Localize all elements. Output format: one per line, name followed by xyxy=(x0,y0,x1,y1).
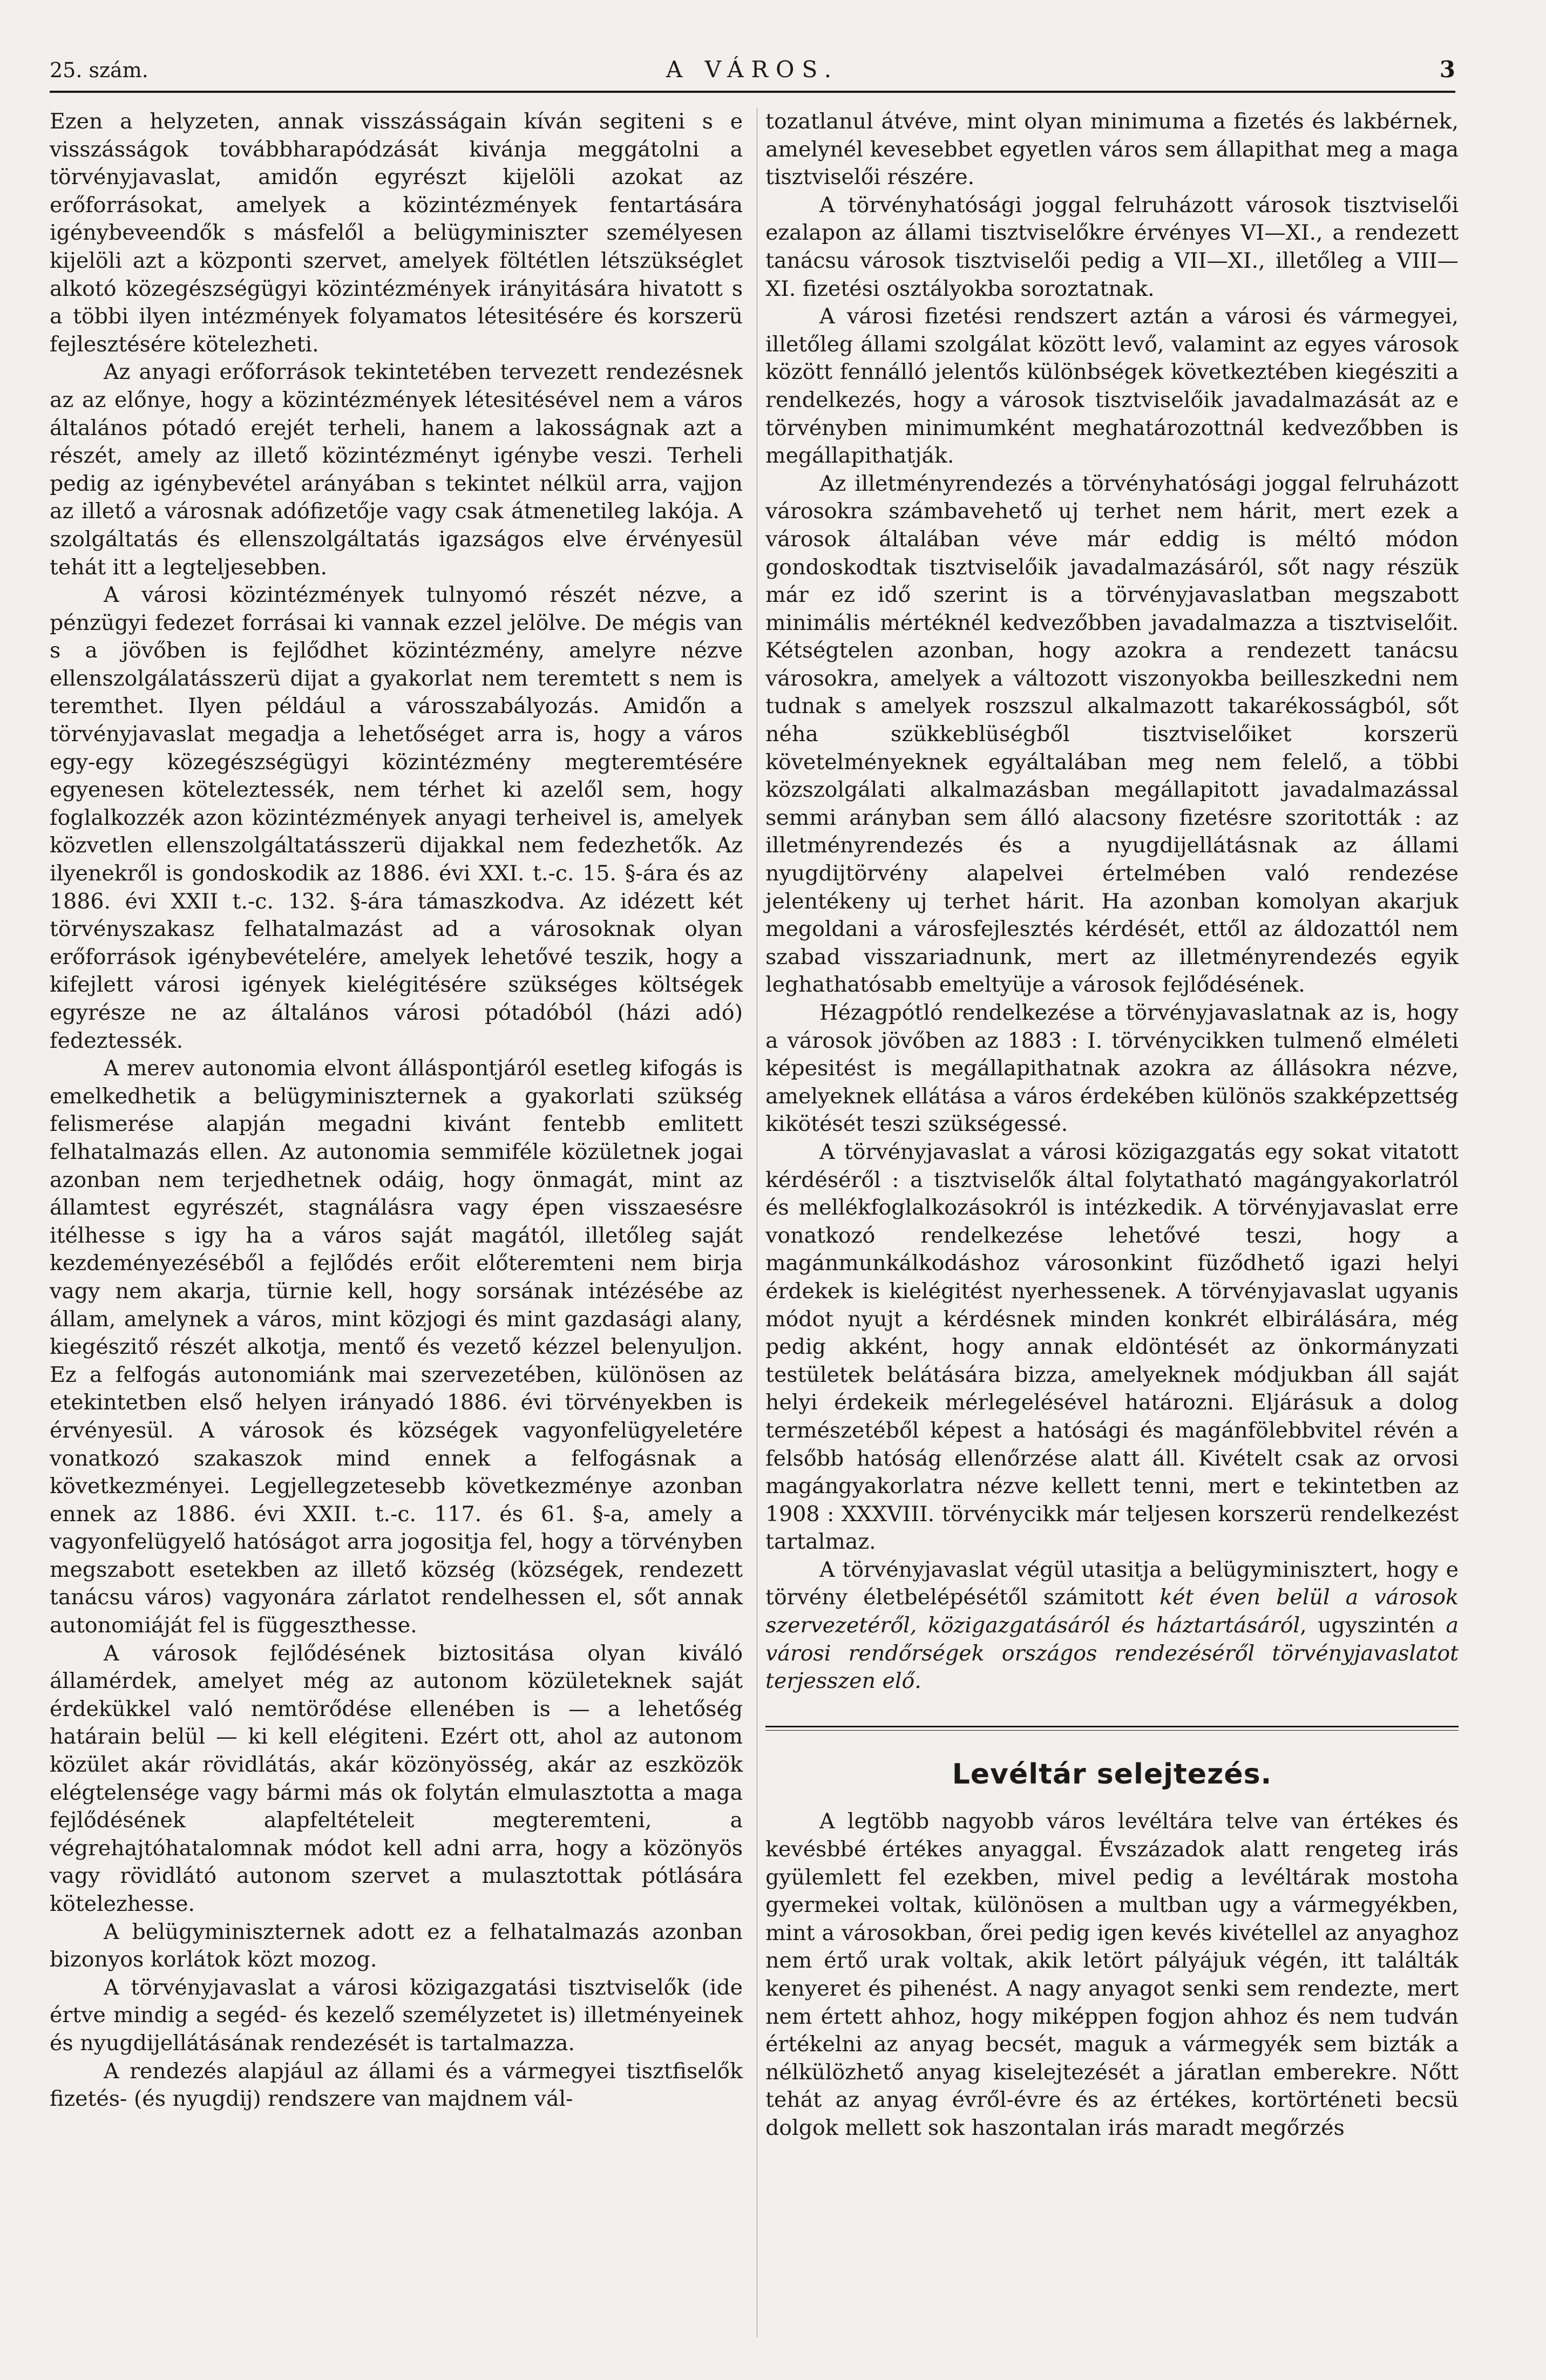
header-rule xyxy=(50,91,1455,93)
paragraph: A városi közintézmények tulnyomó részét nézve, a pénzügyi fedezet forrásai ki vannak ezzel jelölve. De mégis van s a jövőben is fejlődhet közintézmény, amelyre nézve ellenszolgálatásszerü dijat a gyakorlat nem teremtett s nem is teremthet. Ilyen például a városszabályozás. Amidőn a törvényjavaslat megadja a lehetőséget arra is, hogy a város egy-egy közegészségügyi közintézmény megteremtésére egyenesen köteleztessék, nem térhet ki azelől sem, hogy foglalkozzék azon közintézmények anyagi terheivel is, amelyek közvetlen ellenszolgáltatásszerü dijakkal nem fedezhetők. Az ilyenekről is gondoskodik az 1886. évi XXI. t.-c. 15. §-ára és az 1886. évi XXII t.-c. 132. §-ára támaszkodva. Az idézett két törvényszakasz felhatalmazást ad a városoknak olyan erőforrások igénybevételére, amelyek lehetővé teszik, hogy a kifejlett városi igények kielégitésére szükséges költségek egyrésze ne az általános városi pótadóból (házi adó) fedeztessék. xyxy=(50,582,743,1053)
paragraph: A törvényjavaslat a városi közigazgatási tisztviselők (ide értve mindig a segéd- és kezelő személyzetet is) illetményeinek és nyugdijellátásának rendezését is tartalmazza. xyxy=(50,1975,743,2056)
section-separator xyxy=(765,1726,1459,1731)
final-emphasis-2: a városi rendőrségek országos rendezéséről törvényjavaslatot terjesszen elő. xyxy=(765,1613,1459,1694)
page-header xyxy=(50,53,1455,89)
paragraph: Hézagpótló rendelkezése a törvényjavaslatnak az is, hogy a városok jövőben az 1883 : I. törvénycikken tulmenő elméleti képesitést is megállapithatnak azokra az állásokra nézve, amelyeknek ellátása a város érdekében különös szakképzettség kikötését teszi szükségessé. xyxy=(765,1000,1459,1137)
paragraph: A városi fizetési rendszert aztán a városi és vármegyei, illetőleg állami szolgálat között levő, valamint az egyes városok között fennálló jelentős különbségek következtében kiegésziti a rendelkezés, hogy a városok tisztviselőik javadalmazását az e törvényben minimumként meghatározottnál kedvezőbben is megállapithatják. xyxy=(765,304,1459,469)
paragraph: A merev autonomia elvont álláspontjáról esetleg kifogás is emelkedhetik a belügyminiszternek a gyakorlati szükség felismerése alapján megadni kivánt fentebb emlitett felhatalmazás ellen. Az autonomia semmiféle közületnek jogai azonban nem terjedhetnek odáig, hogy önmagát, mint az államtest egyrészét, stagnálásra vagy épen visszaesésre itélhesse s igy ha a város saját magától, illetőleg saját kezdeményezéséből a fejlődés erőit előteremteni nem birja vagy nem akarja, türnie kell, hogy sorsának intézésébe az állam, amelynek a város, mint közjogi és mint gazdasági alany, kiegészitő részét alkotja, mentő és vezető kézzel belenyuljon. Ez a felfogás autonomiánk mai szervezetében, különösen az etekintetben első helyen irányadó 1886. évi törvényekben is érvényesül. A városok és községek vagyonfelügyeletére vonatkozó szakaszok mind ennek a felfogásnak a következményei. Legjellegzetesebb következménye azonban ennek az 1886. évi XXII. t.-c. 117. és 61. §-a, amely a vagyonfelügyelő hatóságot arra jogositja fel, hogy a törvényben megszabott esetekben az illető község (községek, rendezett tanácsu város) vagyonára zárlatot rendelhessen el, sőt annak autonomiáját fel is függeszthesse. xyxy=(50,1056,743,1638)
page-number: 3 xyxy=(1439,56,1455,83)
paragraph-continuation: tozatlanul átvéve, mint olyan minimuma a fizetés és lakbérnek, amelynél kevesebbet egyetlen város sem állapithat meg a maga tisztviselői részére. xyxy=(765,109,1459,190)
paragraph-final xyxy=(765,1556,1459,1696)
paragraph: A városok fejlődésének biztositása olyan kiváló államérdek, amelyet még az autonom közületeknek saját érdekükkel való nemtörődése ellenében is — a lehetőség határain belül — ki kell elégiteni. Ezért ott, ahol az autonom közület akár rövidlátás, akár közönyösség, akár az eszközök elégtelensége vagy bármi más ok folytán elmulasztotta a maga fejlődésének alapfeltételeit megteremteni, a végrehajtóhatalomnak módot kell adni arra, hogy a közönyös vagy rövidlátó autonom szervet a mulasztottak pótlására kötelezhesse. xyxy=(50,1640,743,1916)
section-title: Levéltár selejtezés. xyxy=(952,1758,1272,1791)
paragraph: Ezen a helyzeten, annak visszásságain kíván segiteni s e visszásságok továbbharapódzását kivánja meggátolni a törvényjavaslat, amidőn egyrészt kijelöli azokat az erőforrásokat, amelyek a közintézmények fentartására igénybeveendők s másfelől a belügyminiszter személyesen kijelöli azt a központi szervet, amelyek föltétlen létszükséglet alkotó közegészségügyi közintézmények irányitására hivatott s a többi ilyen intézmények folyamatos létesitésére és korszerü fejlesztésére kötelezheti. xyxy=(50,109,743,357)
final-emphasis: két éven belül a városok szervezetéről, közigazgatásáról és háztartásáról xyxy=(765,1585,1459,1638)
paragraph: Az anyagi erőforrások tekintetében tervezett rendezésnek az az előnye, hogy a közintézmények létesitésével nem a város általános pótadó erejét terheli, hanem a lakosságnak azt a részét, amely az illető közintézményt igénybe veszi. Terheli pedig az igénybevétel arányában s tekintet nélkül arra, vajjon az illető a városnak adófizetője vagy csak átmenetileg lakója. A szolgáltatás és ellenszolgáltatás igazságos elve érvényesül tehát itt a legteljesebben. xyxy=(50,360,743,580)
paragraph: Az illetményrendezés a törvényhatósági joggal felruházott városokra számbavehető uj terhet nem hárit, mert ezek a városok általában véve már eddig is méltó módon gondoskodtak tisztviselőik javadalmazásáról, sőt nagy részük már ez idő szerint is a törvényjavaslatban megszabott minimális mértéknél kedvezőbben javadalmazza a tisztviselőit. Kétségtelen azonban, hogy azokra a rendezett tanácsu városokra, amelyek a változott viszonyokba beilleszkedni nem tudnak s amelyek roszszul alkalmazott takarékosságból, sőt néha szükkeblüségből tisztviselőiket korszerü követelményeknek egyáltalában meg nem felelő, a többi közszolgálati alkalmazásban megállapitott javadalmazással semmi arányban sem álló alacsony fizetésre szoritották : az illetményrendezés és a nyugdijellátásnak az állami nyugdijtörvény alapelvei értelmében való rendezése jelentékeny uj terhet hárit. Ha azonban komolyan akarjuk megoldani a városfejlesztés kérdését, ettől az áldozattól nem szabad visszariadnunk, mert az illetményrendezés egyik leghathatósabb emeltyüje a városok fejlődésének. xyxy=(765,471,1459,998)
paragraph: A legtöbb nagyobb város levéltára telve van értékes és kevésbbé értékes anyaggal. Évszázadok alatt rengeteg irás gyülemlett fel ezekben, mivel pedig a levéltárak mostoha gyermekei voltak, különösen a multban ugy a vármegyékben, mint a városokban, őrei pedig igen kevés kivétellel az anyaghoz nem értő urak voltak, akik letört pályájuk végén, itt találták kenyeret és pihenést. A nagy anyagot senki sem rendezte, mert nem értett ahhoz, hogy miképpen fogjon ahhoz és nem tudván értékelni az anyag becsét, maguk a vármegyék sem bizták a nélkülözhető anyag kiselejtezését a járatlan emberekre. Nőtt tehát az anyag évről-évre és az értékes, kortörténeti becsü dolgok mellett sok haszontalan irás maradt megőrzés xyxy=(765,1809,1459,2140)
issue-number: 25. szám. xyxy=(50,58,148,82)
paragraph: A belügyminiszternek adott ez a felhatalmazás azonban bizonyos korlátok közt mozog. xyxy=(50,1919,743,1972)
final-text: A törvényjavaslat végül utasitja a belügyminisztert, hogy e törvény életbelépésétől számitott xyxy=(765,1557,1459,1610)
paragraph: A törvényhatósági joggal felruházott városok tisztviselői ezalapon az állami tisztviselőkre érvényes VI—XI., a rendezett tanácsu városok tisztviselői pedig a VII—XI., illetőleg a VIII—XI. fizetési osztályokba soroztatnak. xyxy=(765,192,1459,301)
right-column xyxy=(765,108,1459,2142)
final-text-mid: , ugyszintén xyxy=(1300,1613,1446,1638)
journal-title: A VÁROS. xyxy=(666,56,839,83)
paragraph: A törvényjavaslat a városi közigazgatás egy sokat vitatott kérdéséről : a tisztviselők által folytatható magángyakorlatról és mellékfoglalkozásokról is intézkedik. A törvényjavaslat erre vonatkozó rendelkezése lehetővé teszi, hogy a magánmunkálkodáshoz városonkint füződhető igazi helyi érdekek is kielégitést nyerhessenek. A törvényjavaslat ugyanis módot nyujt a kérdésnek minden konkrét elbirálására, még pedig akként, hogy annak eldöntését az önkormányzati testületek belátására bizza, amelyeknek módjukban áll saját helyi érdekeik mérlegelésével határozni. Eljárásuk a dolog természetéből képest a hatósági és magánfölebbvitel révén a felsőbb hatóság ellenőrzése alatt áll. Kivételt csak az orvosi magángyakorlatra nézve kellett tenni, mert e tekintetben az 1908 : XXXVIII. törvénycikk már teljesen korszerü rendelkezést tartalmaz. xyxy=(765,1139,1459,1555)
left-column xyxy=(50,108,743,2113)
paragraph: A rendezés alapjául az állami és a vármegyei tisztfiselők fizetés- (és nyugdij) rendszere van majdnem vál- xyxy=(50,2058,743,2112)
